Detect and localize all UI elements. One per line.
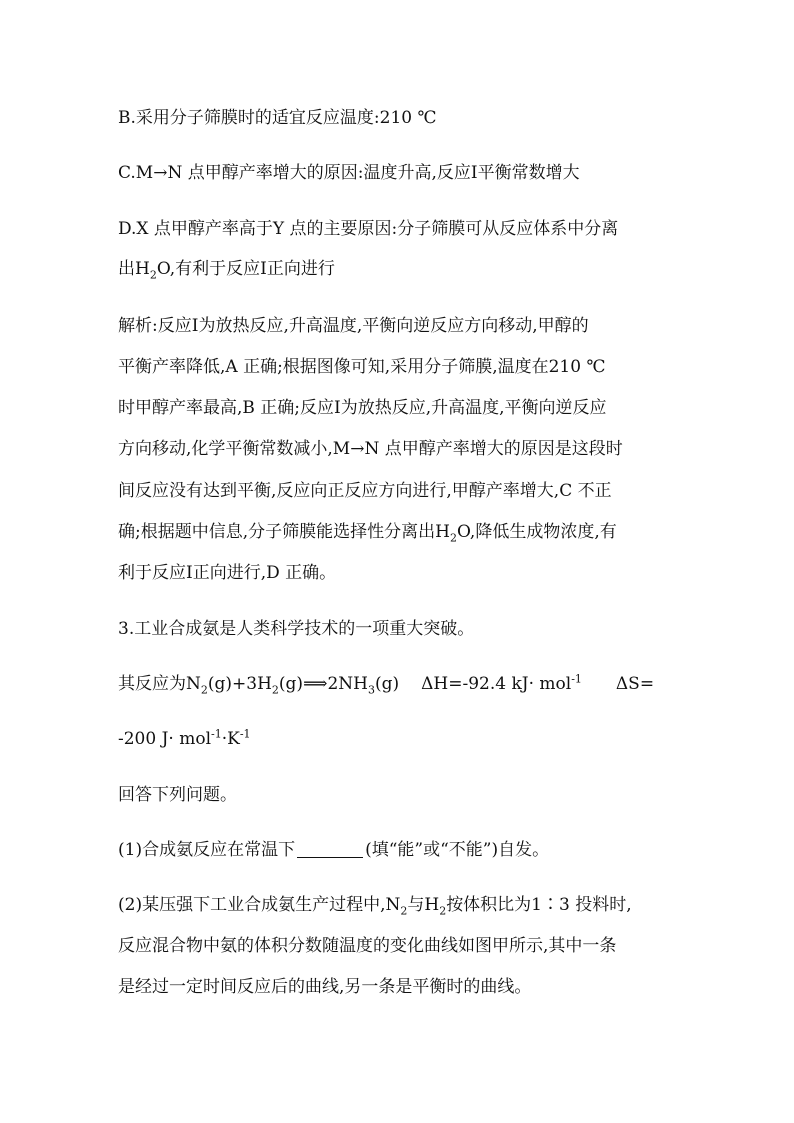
analysis-line5: 间反应没有达到平衡,反应向正反应方向进行,甲醇产率增大,C 不正 <box>118 481 612 501</box>
answer-prompt: 回答下列问题。 <box>118 785 237 805</box>
analysis-line3: 时甲醇产率最高,B 正确;反应Ⅰ为放热反应,升高温度,平衡向逆反应 <box>118 398 607 418</box>
option-d-line1: D.X 点甲醇产率高于Y 点的主要原因:分子筛膜可从反应体系中分离 <box>118 219 619 239</box>
question-3-title: 3.工业合成氨是人类科学技术的一项重大突破。 <box>118 619 475 639</box>
analysis-line1: 解析:反应Ⅰ为放热反应,升高温度,平衡向逆反应方向移动,甲醇的 <box>118 316 589 336</box>
question-3-part1: (1)合成氨反应在常温下 (填“能”或“不能”)自发。 <box>118 840 550 860</box>
analysis-line4: 方向移动,化学平衡常数减小,M→N 点甲醇产率增大的原因是这段时 <box>118 439 623 459</box>
analysis-line2: 平衡产率降低,A 正确;根据图像可知,采用分子筛膜,温度在210 ℃ <box>118 357 606 377</box>
reaction-equation: 其反应为$N_2(g)+3H_2(g)⟹2NH_3(g)$ ΔH=-92.4 kJ· mol$^{-1}$ ΔS= <box>118 672 655 697</box>
entropy-value: -200 $J\cdot mol^{-1}\cdot K^{-1}$ <box>118 727 251 749</box>
question-3-part2-line2: 反应混合物中氨的体积分数随温度的变化曲线如图甲所示,其中一条 <box>118 936 617 956</box>
analysis-line6: 确;根据题中信息,分子筛膜能选择性分离出$H_2O$,降低生成物浓度,有 <box>118 522 617 545</box>
option-d-line2: 出$H_2O$,有利于反应Ⅰ正向进行 <box>118 259 335 282</box>
question-3-part2-line1: (2)某压强下工业合成氨生产过程中$,N_2$与$H_2$按体积比为1∶3 投料时, <box>118 895 632 918</box>
option-c: C.M→N 点甲醇产率增大的原因:温度升高,反应Ⅰ平衡常数增大 <box>118 163 580 183</box>
option-b: B.采用分子筛膜时的适宜反应温度:210 ℃ <box>118 108 437 128</box>
question-3-part2-line3: 是经过一定时间反应后的曲线,另一条是平衡时的曲线。 <box>118 977 532 997</box>
analysis-line7: 利于反应Ⅰ正向进行,D 正确。 <box>118 563 337 583</box>
answer-blank[interactable] <box>297 841 363 858</box>
